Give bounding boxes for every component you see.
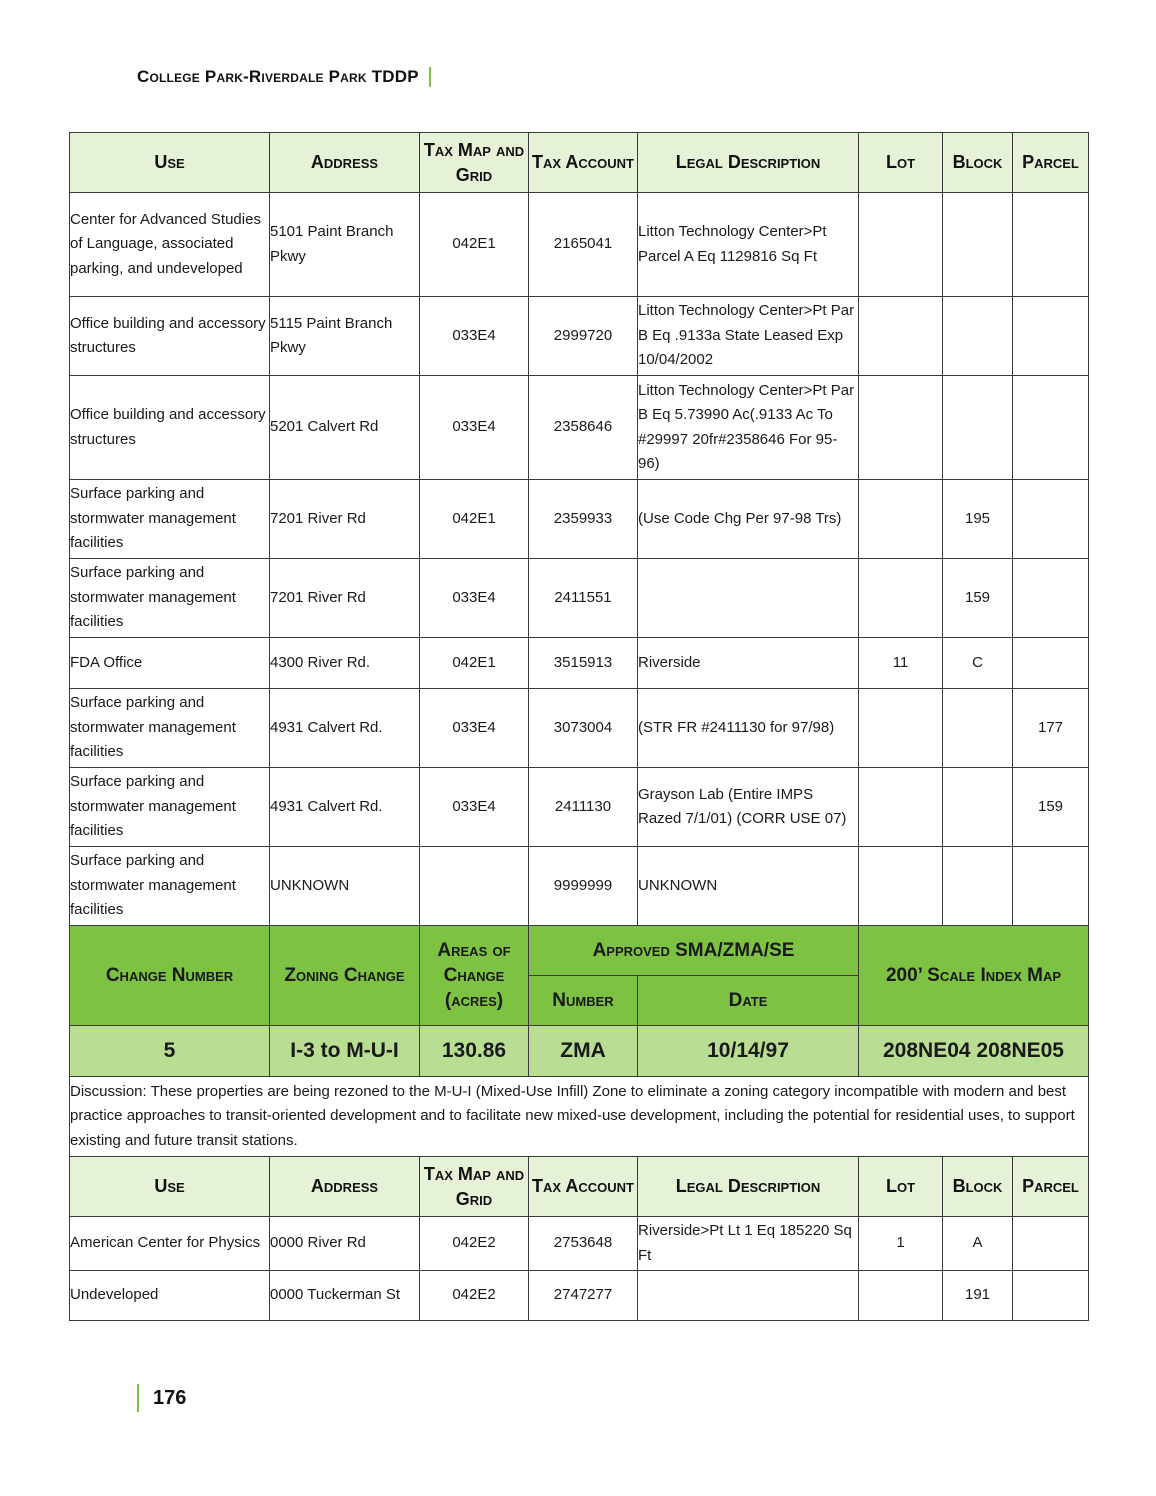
- cell-address: 0000 River Rd: [270, 1217, 420, 1271]
- header-zoning-change: Zoning Change: [270, 926, 420, 1026]
- discussion-row: [70, 1077, 1089, 1157]
- table-row: [70, 1271, 1089, 1321]
- cell-use: Center for Advanced Studies of Language, associated parking, and undeveloped: [70, 193, 270, 297]
- cell-tax-account: 2999720: [529, 297, 638, 376]
- cell-block: [943, 689, 1013, 768]
- cell-lot: [859, 559, 943, 638]
- zoning-header-row: [70, 926, 1089, 976]
- cell-block: [943, 193, 1013, 297]
- cell-address: 5115 Paint Branch Pkwy: [270, 297, 420, 376]
- running-header: [137, 62, 431, 92]
- cell-lot: [859, 689, 943, 768]
- value-index-map: 208NE04 208NE05: [859, 1026, 1089, 1077]
- zoning-values-row: [70, 1026, 1089, 1077]
- cell-tax-account: 3515913: [529, 638, 638, 689]
- table-row: [70, 689, 1089, 768]
- column-header-legal-description: Legal Description: [638, 133, 859, 193]
- column-header-address: Address: [270, 1157, 420, 1217]
- cell-lot: [859, 768, 943, 847]
- cell-legal-description: (STR FR #2411130 for 97/98): [638, 689, 859, 768]
- cell-address: 7201 River Rd: [270, 480, 420, 559]
- table-row: [70, 193, 1089, 297]
- column-header-parcel: Parcel: [1013, 133, 1089, 193]
- cell-lot: [859, 297, 943, 376]
- table-header-row: [70, 1157, 1089, 1217]
- table-row: [70, 297, 1089, 376]
- cell-tax-account: 2411551: [529, 559, 638, 638]
- cell-tax-map: 042E2: [420, 1217, 529, 1271]
- cell-block: [943, 297, 1013, 376]
- cell-parcel: [1013, 559, 1089, 638]
- cell-parcel: [1013, 480, 1089, 559]
- table-row: [70, 559, 1089, 638]
- cell-use: American Center for Physics: [70, 1217, 270, 1271]
- value-change-number: 5: [70, 1026, 270, 1077]
- cell-tax-account: 2753648: [529, 1217, 638, 1271]
- cell-lot: 11: [859, 638, 943, 689]
- cell-tax-map: 033E4: [420, 297, 529, 376]
- cell-lot: [859, 847, 943, 926]
- property-table: [69, 132, 1089, 1321]
- cell-parcel: [1013, 376, 1089, 480]
- cell-legal-description: (Use Code Chg Per 97-98 Trs): [638, 480, 859, 559]
- column-header-block: Block: [943, 1157, 1013, 1217]
- cell-tax-account: 3073004: [529, 689, 638, 768]
- cell-block: [943, 847, 1013, 926]
- discussion-text: Discussion: These properties are being rezoned to the M-U-I (Mixed-Use Infill) Zone to eliminate a zoning category incompatible with modern and best practice approaches to transit-oriented development and to facilitate new mixed-use development, including the potential for residential uses, to support existing and future transit stations.: [70, 1077, 1089, 1157]
- cell-block: C: [943, 638, 1013, 689]
- cell-address: 7201 River Rd: [270, 559, 420, 638]
- page-number: 176: [153, 1386, 187, 1409]
- cell-legal-description: Riverside>Pt Lt 1 Eq 185220 Sq Ft: [638, 1217, 859, 1271]
- cell-parcel: 177: [1013, 689, 1089, 768]
- header-accent-bar: [429, 67, 431, 87]
- table-header-row: [70, 133, 1089, 193]
- cell-parcel: [1013, 297, 1089, 376]
- cell-parcel: [1013, 847, 1089, 926]
- cell-address: 0000 Tuckerman St: [270, 1271, 420, 1321]
- header-areas-of-change: Areas of Change (acres): [420, 926, 529, 1026]
- column-header-legal-description: Legal Description: [638, 1157, 859, 1217]
- column-header-parcel: Parcel: [1013, 1157, 1089, 1217]
- cell-tax-map: 042E2: [420, 1271, 529, 1321]
- cell-use: Surface parking and stormwater management facilities: [70, 847, 270, 926]
- cell-use: Office building and accessory structures: [70, 376, 270, 480]
- cell-legal-description: UNKNOWN: [638, 847, 859, 926]
- table-row: [70, 480, 1089, 559]
- column-header-address: Address: [270, 133, 420, 193]
- cell-address: 5101 Paint Branch Pkwy: [270, 193, 420, 297]
- table-row: [70, 376, 1089, 480]
- cell-tax-account: 2359933: [529, 480, 638, 559]
- cell-tax-account: 2411130: [529, 768, 638, 847]
- header-change-number: Change Number: [70, 926, 270, 1026]
- column-header-tax-map: Tax Map and Grid: [420, 1157, 529, 1217]
- cell-use: Surface parking and stormwater management facilities: [70, 768, 270, 847]
- column-header-tax-map: Tax Map and Grid: [420, 133, 529, 193]
- value-areas-of-change: 130.86: [420, 1026, 529, 1077]
- cell-block: 195: [943, 480, 1013, 559]
- cell-address: 5201 Calvert Rd: [270, 376, 420, 480]
- cell-legal-description: Riverside: [638, 638, 859, 689]
- cell-parcel: [1013, 1217, 1089, 1271]
- cell-legal-description: Litton Technology Center>Pt Par B Eq 5.73990 Ac(.9133 Ac To #29997 20fr#2358646 For 95-96): [638, 376, 859, 480]
- cell-lot: [859, 480, 943, 559]
- column-header-use: Use: [70, 133, 270, 193]
- cell-tax-account: 9999999: [529, 847, 638, 926]
- column-header-tax-account: Tax Account: [529, 1157, 638, 1217]
- cell-address: 4931 Calvert Rd.: [270, 689, 420, 768]
- cell-block: [943, 376, 1013, 480]
- column-header-tax-account: Tax Account: [529, 133, 638, 193]
- table-row: [70, 768, 1089, 847]
- value-date: 10/14/97: [638, 1026, 859, 1077]
- cell-block: 191: [943, 1271, 1013, 1321]
- cell-tax-map: 033E4: [420, 559, 529, 638]
- cell-address: 4300 River Rd.: [270, 638, 420, 689]
- cell-block: A: [943, 1217, 1013, 1271]
- cell-parcel: 159: [1013, 768, 1089, 847]
- cell-legal-description: Litton Technology Center>Pt Par B Eq .9133a State Leased Exp 10/04/2002: [638, 297, 859, 376]
- cell-parcel: [1013, 638, 1089, 689]
- cell-tax-map: 033E4: [420, 376, 529, 480]
- cell-tax-map: 042E1: [420, 638, 529, 689]
- cell-lot: [859, 376, 943, 480]
- value-zoning-change: I-3 to M-U-I: [270, 1026, 420, 1077]
- cell-parcel: [1013, 193, 1089, 297]
- cell-tax-map: 033E4: [420, 689, 529, 768]
- column-header-lot: Lot: [859, 133, 943, 193]
- table-row: [70, 847, 1089, 926]
- column-header-block: Block: [943, 133, 1013, 193]
- cell-address: 4931 Calvert Rd.: [270, 768, 420, 847]
- page-footer: [137, 1384, 186, 1412]
- cell-legal-description: [638, 1271, 859, 1321]
- cell-tax-map: 042E1: [420, 193, 529, 297]
- cell-lot: 1: [859, 1217, 943, 1271]
- cell-lot: [859, 193, 943, 297]
- cell-tax-map: [420, 847, 529, 926]
- cell-tax-map: 033E4: [420, 768, 529, 847]
- cell-tax-account: 2165041: [529, 193, 638, 297]
- cell-address: UNKNOWN: [270, 847, 420, 926]
- cell-tax-account: 2747277: [529, 1271, 638, 1321]
- header-index-map: 200’ Scale Index Map: [859, 926, 1089, 1026]
- cell-legal-description: Grayson Lab (Entire IMPS Razed 7/1/01) (CORR USE 07): [638, 768, 859, 847]
- cell-tax-map: 042E1: [420, 480, 529, 559]
- table-row: [70, 1217, 1089, 1271]
- cell-legal-description: Litton Technology Center>Pt Parcel A Eq 1129816 Sq Ft: [638, 193, 859, 297]
- footer-accent-bar: [137, 1384, 139, 1412]
- document-title: College Park-Riverdale Park TDDP: [137, 67, 419, 86]
- cell-lot: [859, 1271, 943, 1321]
- cell-use: FDA Office: [70, 638, 270, 689]
- cell-use: Surface parking and stormwater management facilities: [70, 689, 270, 768]
- table-row: [70, 638, 1089, 689]
- column-header-use: Use: [70, 1157, 270, 1217]
- header-date: Date: [638, 976, 859, 1026]
- cell-block: [943, 768, 1013, 847]
- cell-block: 159: [943, 559, 1013, 638]
- header-approved-sma: Approved SMA/ZMA/SE: [529, 926, 859, 976]
- cell-tax-account: 2358646: [529, 376, 638, 480]
- value-number: ZMA: [529, 1026, 638, 1077]
- column-header-lot: Lot: [859, 1157, 943, 1217]
- cell-use: Undeveloped: [70, 1271, 270, 1321]
- header-number: Number: [529, 976, 638, 1026]
- cell-use: Surface parking and stormwater management facilities: [70, 480, 270, 559]
- cell-use: Surface parking and stormwater management facilities: [70, 559, 270, 638]
- cell-legal-description: [638, 559, 859, 638]
- cell-parcel: [1013, 1271, 1089, 1321]
- cell-use: Office building and accessory structures: [70, 297, 270, 376]
